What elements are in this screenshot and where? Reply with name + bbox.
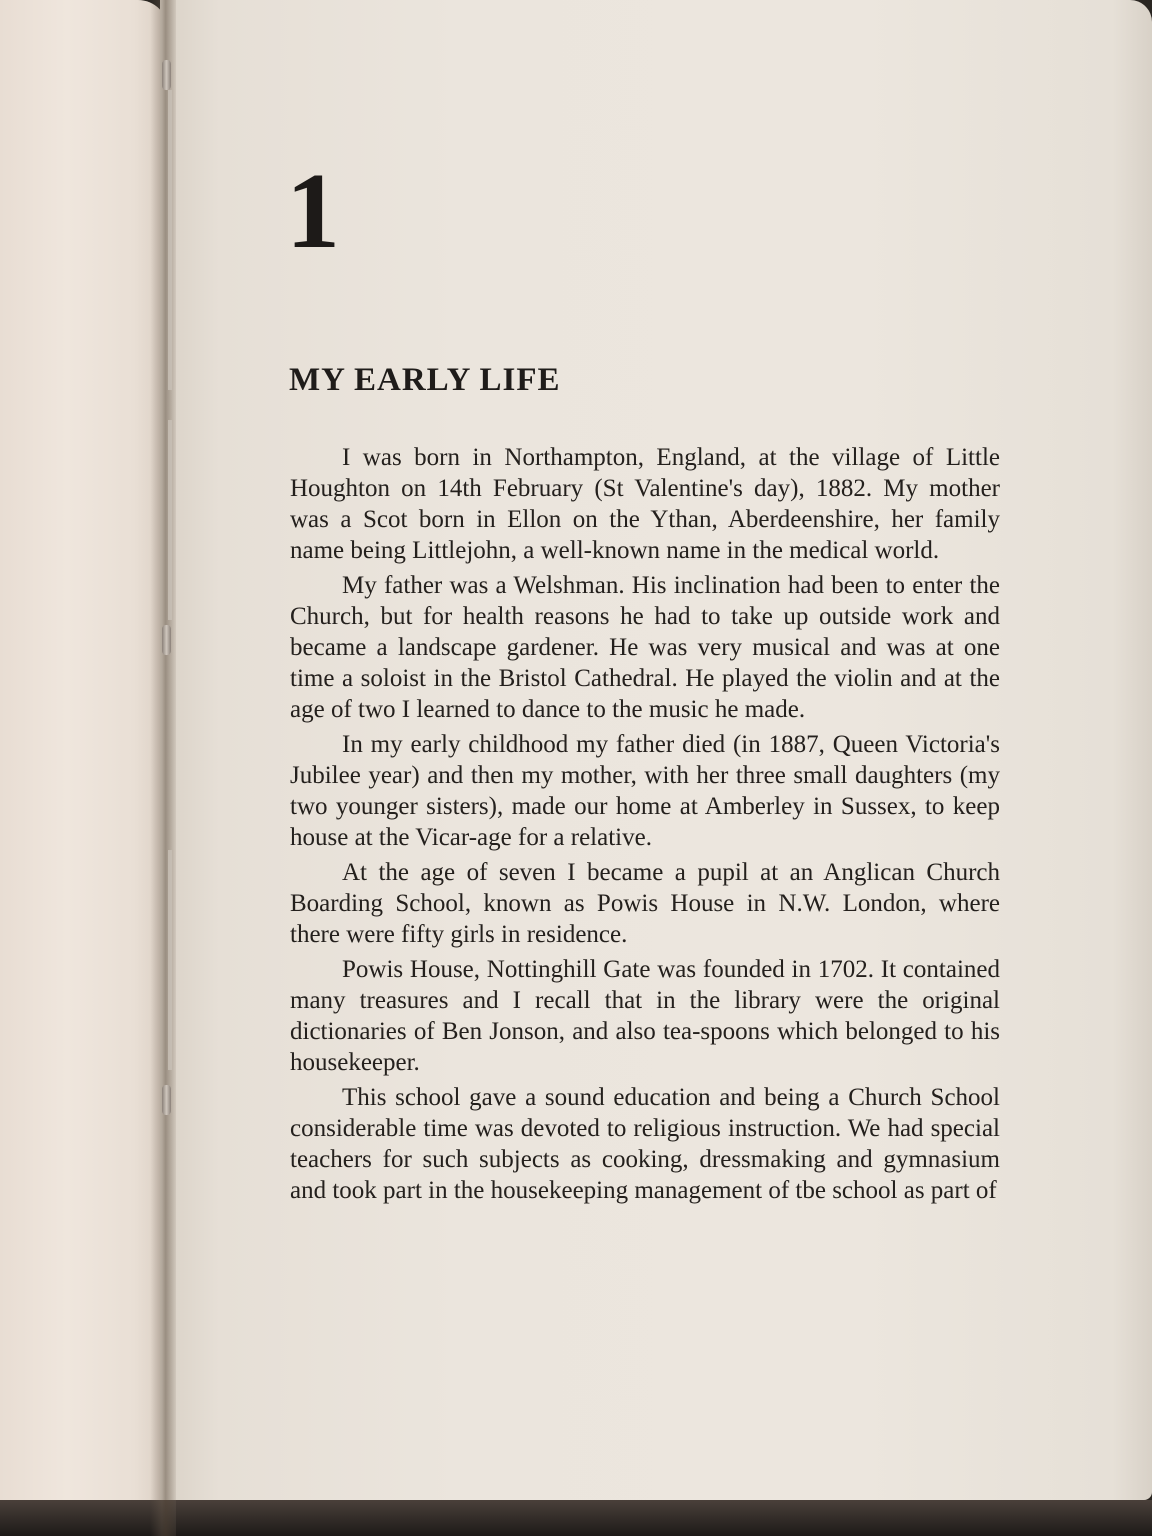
paragraph: This school gave a sound education and being a Church School considerable time was devoted to religious instruction. We had special teachers for such subjects as cooking, dressmaking and gymnasium and took part in the housekeeping management of tbe school as part of bbox=[290, 1084, 1000, 1204]
paragraph: My father was a Welshman. His inclination had been to enter the Church, but for health reasons he had to take up outside work and became a landscape gardener. He was very musical and was at one time a soloist in the Bristol Cathedral. He played the violin and at the age of two I learned to dance to the music he made. bbox=[290, 572, 1000, 723]
binding-thread bbox=[168, 420, 172, 620]
chapter-title: MY EARLY LIFE bbox=[289, 362, 561, 398]
binding-stitch bbox=[162, 625, 171, 655]
paragraph: In my early childhood my father died (in 1887, Queen Victoria's Jubilee year) and then my mother, with her three small daughters (my two younger sisters), made our home at Amberley in Sussex, to keep house at the Vicar-age for a relative. bbox=[290, 731, 1000, 851]
binding-stitch bbox=[162, 60, 171, 90]
chapter-body bbox=[290, 442, 1000, 1210]
binding-thread bbox=[168, 850, 172, 1070]
paragraph: Powis House, Nottinghill Gate was founded in 1702. It contained many treasures and I recall that in the library were the original dictionaries of Ben Jonson, and also tea-spoons which belonged to his housekeeper. bbox=[290, 956, 1000, 1076]
paragraph: At the age of seven I became a pupil at an Anglican Church Boarding School, known as Powis House in N.W. London, where there were fifty girls in residence. bbox=[290, 859, 1000, 948]
chapter-number: 1 bbox=[286, 152, 340, 271]
binding-thread bbox=[168, 90, 172, 390]
binding-stitch bbox=[162, 1085, 171, 1115]
paragraph: I was born in Northampton, England, at the village of Little Houghton on 14th February (St Valentine's day), 1882. My mother was a Scot born in Ellon on the Ythan, Aberdeenshire, her family name being Littlejohn, a well-known name in the medical world. bbox=[290, 444, 1000, 564]
left-page bbox=[0, 0, 168, 1536]
book-gutter bbox=[150, 0, 176, 1536]
